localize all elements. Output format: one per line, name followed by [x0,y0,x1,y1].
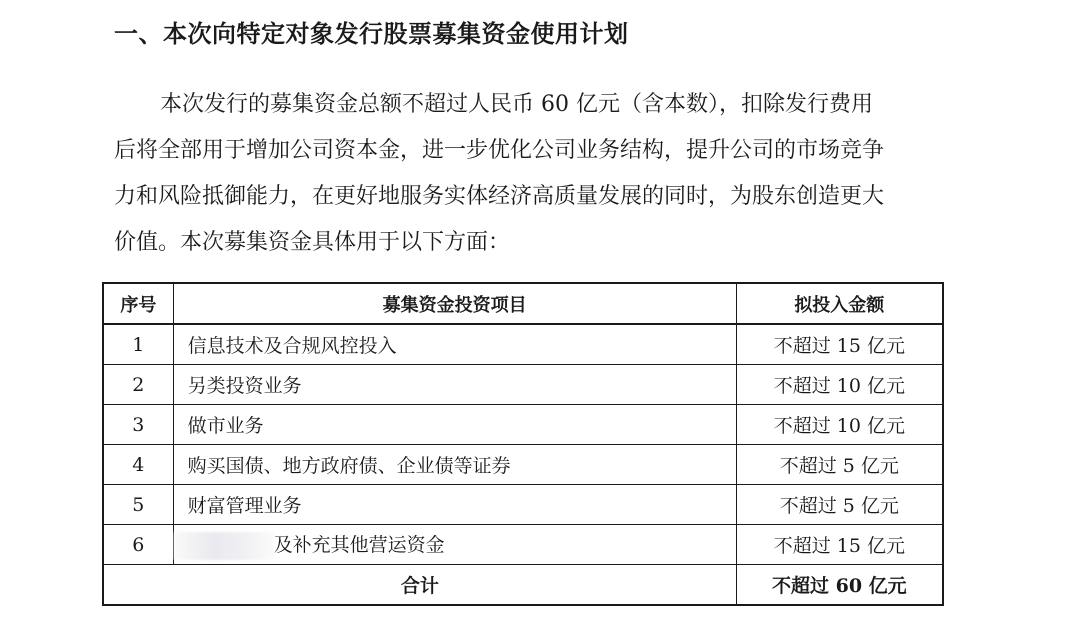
table-header-row [103,283,943,324]
row-project: 另类投资业务 [173,365,736,405]
paragraph-line: 本次发行的募集资金总额不超过人民币 60 亿元（含本数），扣除发行费用 [160,92,873,117]
row-amount: 不超过 5 亿元 [736,485,943,525]
paragraph-line: 后将全部用于增加公司资本金，进一步优化公司业务结构，提升公司的市场竞争 [114,138,885,163]
header-seq: 序号 [103,283,173,324]
row-number: 3 [103,405,173,445]
row-project: 购买国债、地方政府债、企业债等证券 [173,445,736,485]
row-amount: 不超过 10 亿元 [736,405,943,445]
row-project: 做市业务 [173,405,736,445]
header-amount: 拟投入金额 [736,283,943,324]
redacted-text-blur [174,532,274,560]
row-project: 及补充其他营运资金 [273,533,445,556]
row-number: 1 [103,324,173,365]
row-project: 财富管理业务 [173,485,736,525]
total-amount: 不超过 60 亿元 [736,565,943,606]
table-total-row [103,565,943,606]
row-project: 信息技术及合规风控投入 [173,324,736,365]
row-number: 4 [103,445,173,485]
paragraph-line: 价值。本次募集资金具体用于以下方面： [114,230,511,255]
table-row [103,525,943,565]
row-number: 5 [103,485,173,525]
table-row [103,324,943,365]
row-amount: 不超过 5 亿元 [736,445,943,485]
intro-paragraph [114,82,944,266]
row-project-cell [173,525,736,565]
paragraph-line: 力和风险抵御能力，在更好地服务实体经济高质量发展的同时，为股东创造更大 [114,184,885,209]
row-number: 2 [103,365,173,405]
header-project: 募集资金投资项目 [173,283,736,324]
row-amount: 不超过 15 亿元 [736,525,943,565]
row-amount: 不超过 15 亿元 [736,324,943,365]
section-heading: 一、本次向特定对象发行股票募集资金使用计划 [114,20,629,48]
row-amount: 不超过 10 亿元 [736,365,943,405]
row-number: 6 [103,525,173,565]
fund-usage-table [102,282,944,606]
total-label: 合计 [103,565,736,606]
table-row [103,485,943,525]
table-row [103,445,943,485]
table-row [103,365,943,405]
table-row [103,405,943,445]
